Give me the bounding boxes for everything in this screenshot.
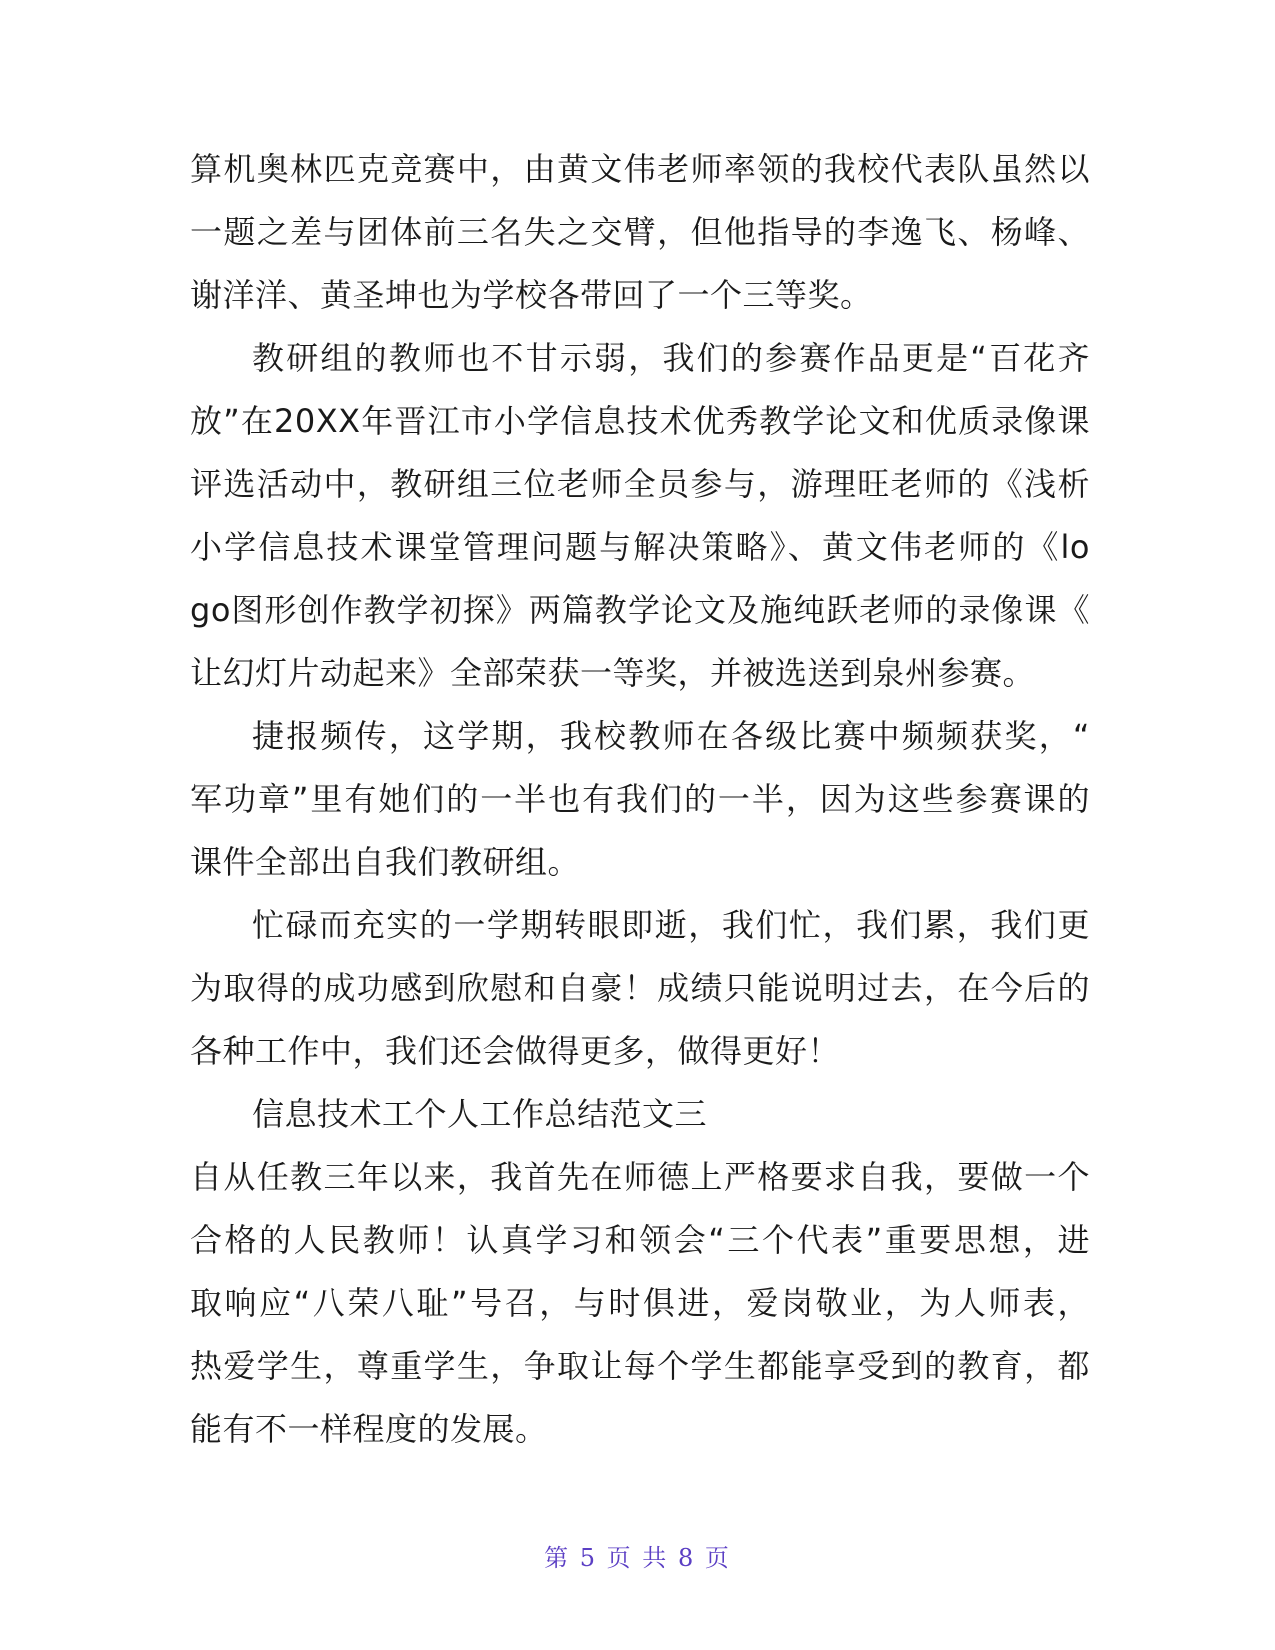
text-line-17: 自从任教三年以来，我首先在师德上严格要求自我，要做一个 [190, 1158, 1090, 1196]
text-line-20: 热爱学生，尊重学生，争取让每个学生都能享受到的教育，都 [190, 1347, 1090, 1385]
text-line-2: 一题之差与团体前三名失之交臂，但他指导的李逸飞、杨峰、 [190, 213, 1090, 251]
text-line-19: 取响应“八荣八耻”号召，与时俱进，爱岗敬业，为人师表， [190, 1284, 1090, 1322]
text-line-21: 能有不一样程度的发展。 [190, 1410, 548, 1448]
text-line-15: 各种工作中，我们还会做得更多，做得更好！ [190, 1032, 841, 1070]
text-line-6: 评选活动中，教研组三位老师全员参与，游理旺老师的《浅析 [190, 465, 1090, 503]
section-heading: 信息技术工个人工作总结范文三 [252, 1095, 708, 1133]
text-line-11: 军功章”里有她们的一半也有我们的一半，因为这些参赛课的 [190, 780, 1090, 818]
text-line-12: 课件全部出自我们教研组。 [190, 843, 581, 881]
text-line-4: 教研组的教师也不甘示弱，我们的参赛作品更是“百花齐 [252, 339, 1090, 377]
document-body [190, 138, 1090, 1461]
text-line-3: 谢洋洋、黄圣坤也为学校各带回了一个三等奖。 [190, 276, 873, 314]
text-line-10: 捷报频传，这学期，我校教师在各级比赛中频频获奖，“ [252, 717, 1090, 755]
text-line-1: 算机奥林匹克竞赛中，由黄文伟老师率领的我校代表队虽然以 [190, 150, 1090, 188]
text-line-7: 小学信息技术课堂管理问题与解决策略》、黄文伟老师的《lo [190, 528, 1090, 566]
text-line-8: go图形创作教学初探》两篇教学论文及施纯跃老师的录像课《 [190, 591, 1090, 629]
text-line-14: 为取得的成功感到欣慰和自豪！成绩只能说明过去，在今后的 [190, 969, 1090, 1007]
text-line-13: 忙碌而充实的一学期转眼即逝，我们忙，我们累，我们更 [252, 906, 1090, 944]
page-number-footer: 第 5 页 共 8 页 [544, 1544, 731, 1572]
text-line-9: 让幻灯片动起来》全部荣获一等奖，并被选送到泉州参赛。 [190, 654, 1036, 692]
text-line-5: 放”在20XX年晋江市小学信息技术优秀教学论文和优质录像课 [190, 402, 1090, 440]
text-line-18: 合格的人民教师！认真学习和领会“三个代表”重要思想，进 [190, 1221, 1090, 1259]
